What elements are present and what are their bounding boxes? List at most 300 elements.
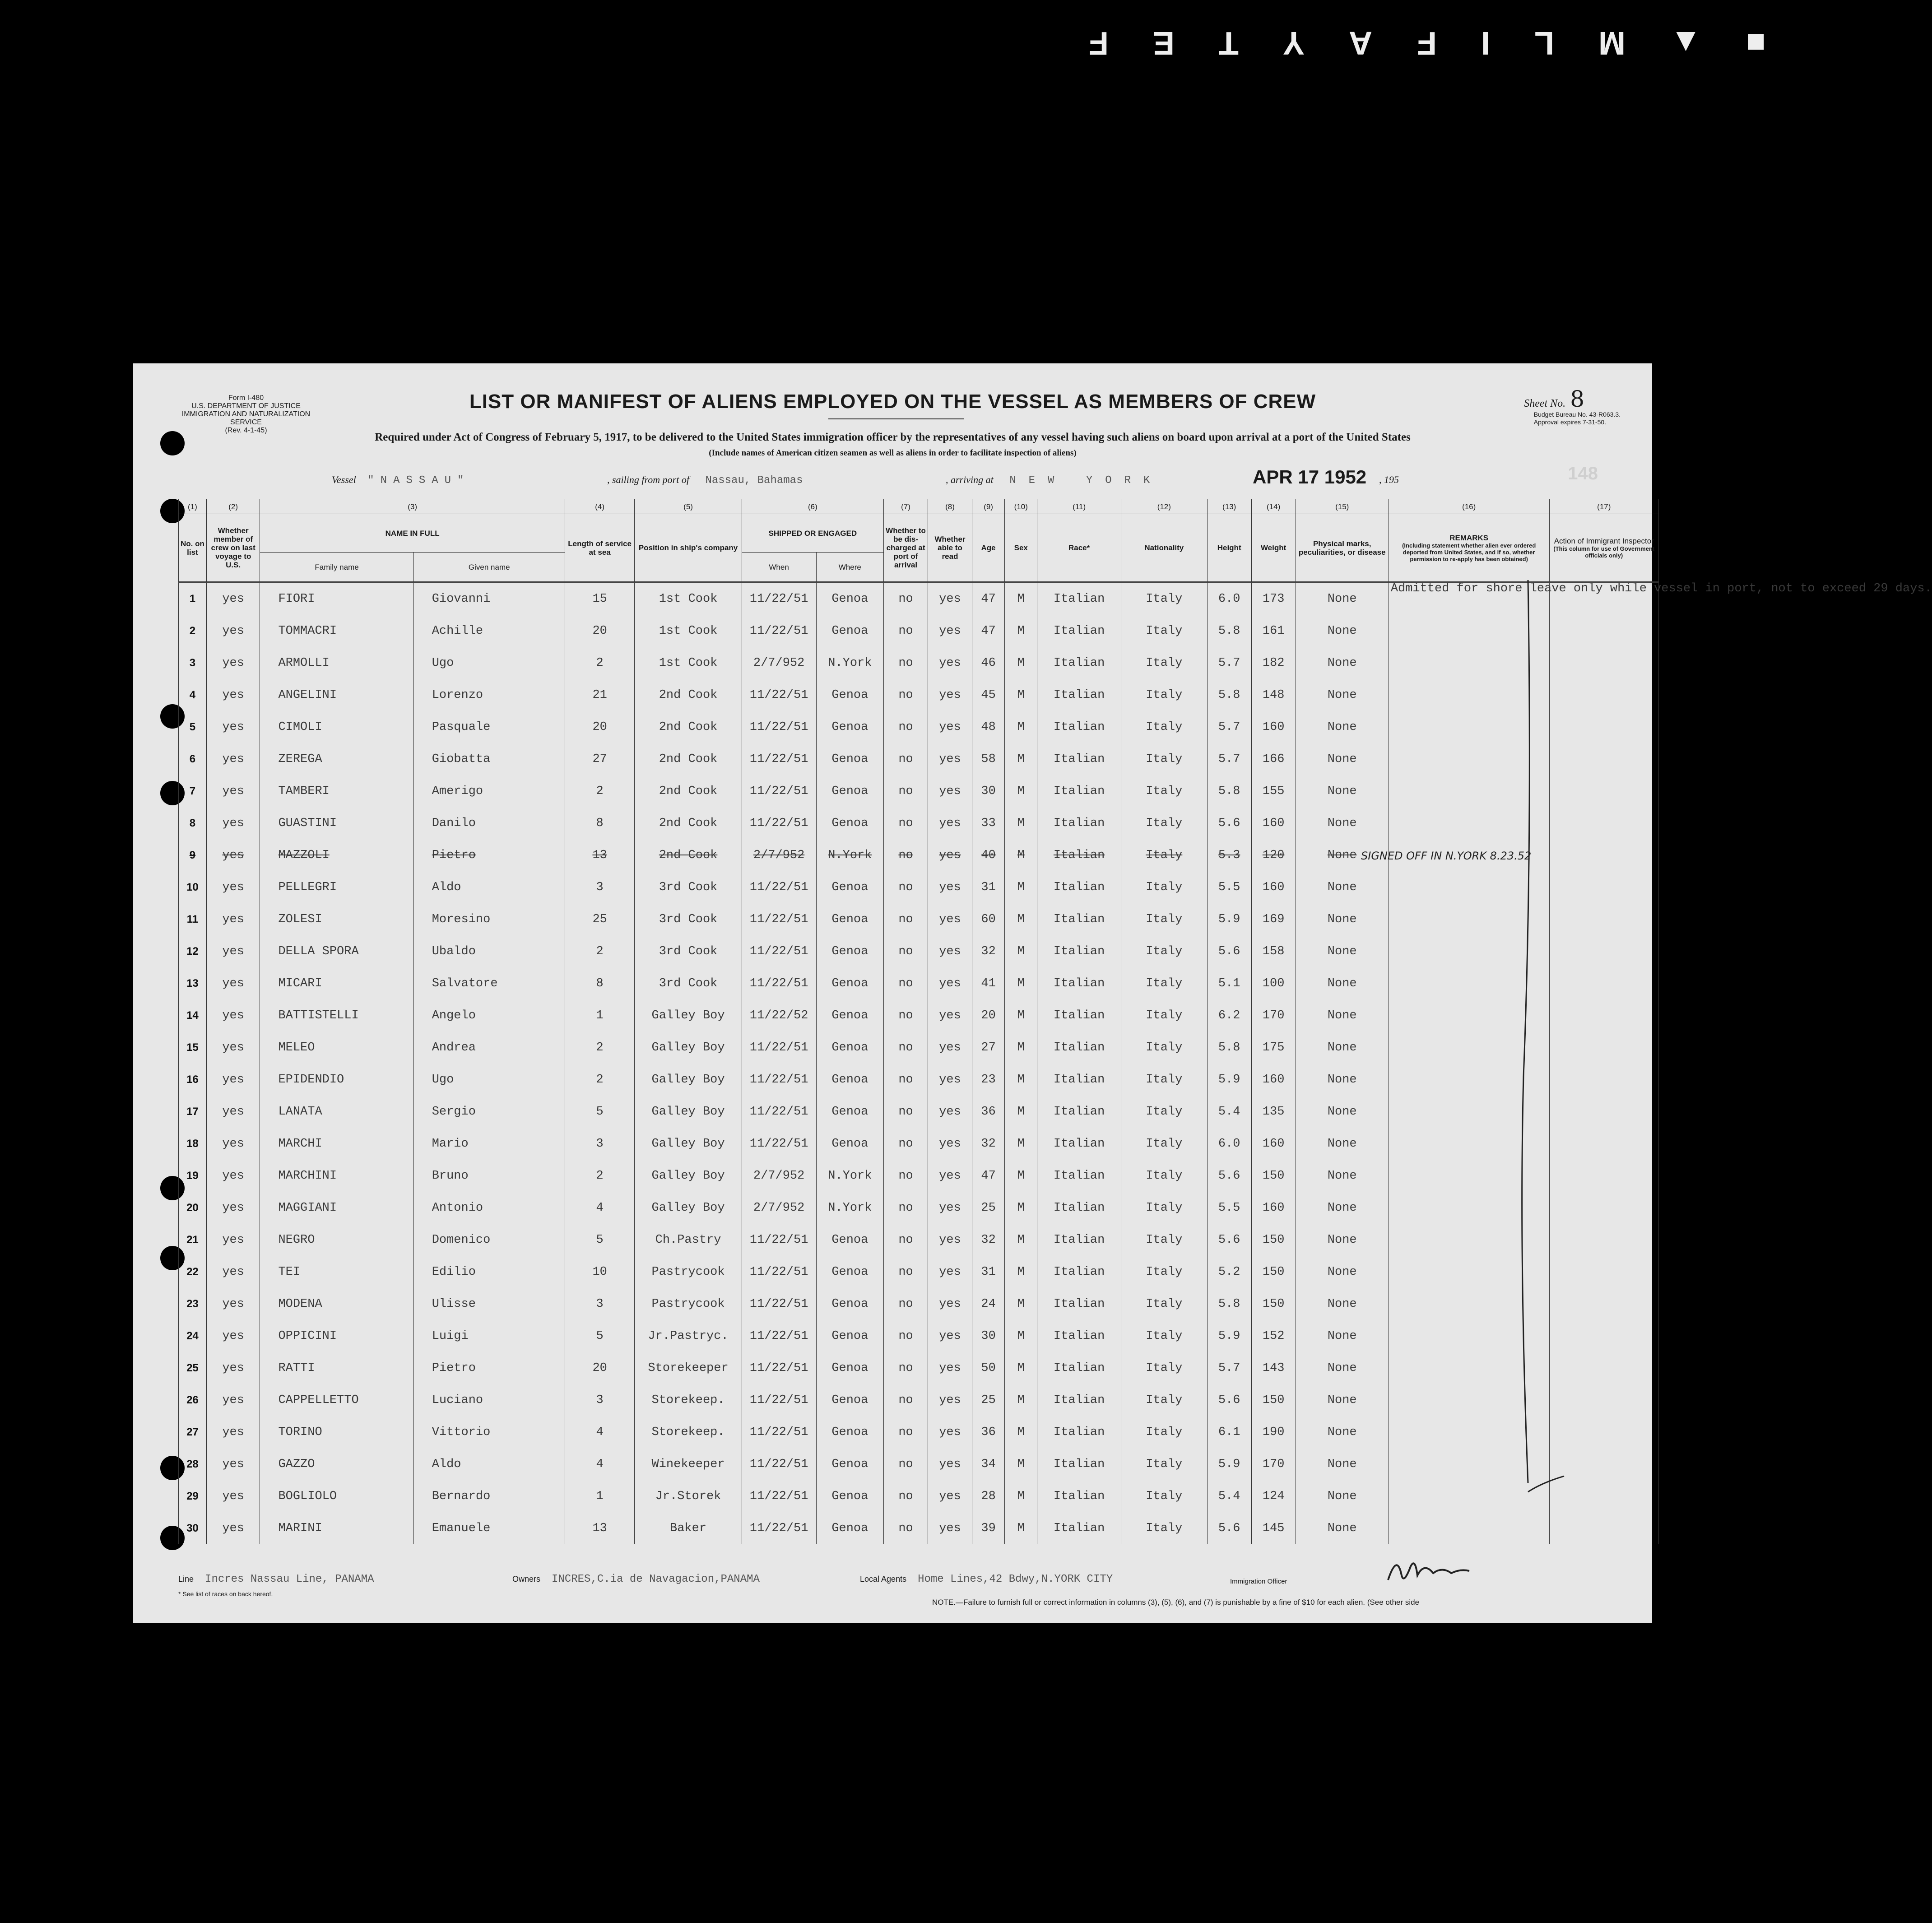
cell-prior-voyage: yes	[206, 1480, 260, 1512]
cell-given-name: Emanuele	[413, 1512, 565, 1544]
column-number-row	[179, 499, 1659, 514]
cell-weight: 182	[1251, 647, 1296, 679]
cell-discharged: no	[884, 1352, 928, 1384]
cell-able-to-read: yes	[928, 679, 972, 711]
cell-engaged-when: 11/22/51	[742, 1352, 816, 1384]
cell-discharged: no	[884, 1448, 928, 1480]
cell-able-to-read: yes	[928, 1288, 972, 1320]
cell-engaged-when: 11/22/51	[742, 1031, 816, 1064]
cell-age: 33	[972, 807, 1005, 839]
cell-age: 34	[972, 1448, 1005, 1480]
cell-given-name: Ulisse	[413, 1288, 565, 1320]
cell-able-to-read: yes	[928, 967, 972, 999]
cell-nationality: Italy	[1121, 1320, 1207, 1352]
cell-row-number: 2	[179, 615, 207, 647]
cell-engaged-where: Genoa	[816, 1416, 884, 1448]
cell-height: 5.1	[1207, 967, 1251, 999]
cell-sex: M	[1005, 1031, 1037, 1064]
cell-able-to-read: yes	[928, 1192, 972, 1224]
cell-engaged-when: 11/22/51	[742, 1512, 816, 1544]
cell-given-name: Achille	[413, 615, 565, 647]
cell-row-number: 23	[179, 1288, 207, 1320]
film-marker-glyph: E	[1153, 25, 1175, 61]
cell-able-to-read: yes	[928, 1448, 972, 1480]
cell-able-to-read: yes	[928, 1512, 972, 1544]
cell-given-name: Pietro	[413, 839, 565, 871]
cell-length-of-service: 3	[565, 871, 635, 903]
cell-height: 5.6	[1207, 1224, 1251, 1256]
cell-given-name: Luciano	[413, 1384, 565, 1416]
cell-given-name: Salvatore	[413, 967, 565, 999]
col-number: (3)	[260, 499, 565, 514]
col-number: (13)	[1207, 499, 1251, 514]
cell-physical-marks: None	[1296, 615, 1389, 647]
cell-age: 47	[972, 582, 1005, 615]
cell-sex: M	[1005, 647, 1037, 679]
header-height: Height	[1207, 514, 1251, 582]
cell-length-of-service: 5	[565, 1096, 635, 1128]
cell-engaged-where: Genoa	[816, 582, 884, 615]
cell-sex: M	[1005, 871, 1037, 903]
cell-prior-voyage: yes	[206, 807, 260, 839]
cell-able-to-read: yes	[928, 743, 972, 775]
header-action	[1549, 514, 1658, 582]
cell-engaged-where: Genoa	[816, 1448, 884, 1480]
cell-race: Italian	[1037, 1096, 1121, 1128]
cell-row-number: 9	[179, 839, 207, 871]
cell-engaged-where: N.York	[816, 839, 884, 871]
cell-discharged: no	[884, 839, 928, 871]
cell-height: 5.7	[1207, 743, 1251, 775]
cell-length-of-service: 20	[565, 1352, 635, 1384]
cell-nationality: Italy	[1121, 1031, 1207, 1064]
cell-weight: 160	[1251, 711, 1296, 743]
cell-age: 39	[972, 1512, 1005, 1544]
cell-age: 30	[972, 1320, 1005, 1352]
cell-able-to-read: yes	[928, 1384, 972, 1416]
cell-family-name: TAMBERI	[260, 775, 413, 807]
cell-race: Italian	[1037, 871, 1121, 903]
form-department: U.S. DEPARTMENT OF JUSTICE	[191, 402, 301, 410]
cell-race: Italian	[1037, 743, 1121, 775]
sailing-port-line	[607, 474, 803, 487]
cell-nationality: Italy	[1121, 967, 1207, 999]
cell-prior-voyage: yes	[206, 775, 260, 807]
cell-given-name: Danilo	[413, 807, 565, 839]
cell-height: 5.6	[1207, 807, 1251, 839]
cell-engaged-where: N.York	[816, 1192, 884, 1224]
cell-engaged-where: Genoa	[816, 1512, 884, 1544]
cell-height: 5.6	[1207, 935, 1251, 967]
col-number: (15)	[1296, 499, 1389, 514]
cell-family-name: MICARI	[260, 967, 413, 999]
header-no-on-list: No. on list	[179, 514, 207, 582]
cell-able-to-read: yes	[928, 839, 972, 871]
cell-weight: 160	[1251, 871, 1296, 903]
cell-race: Italian	[1037, 1031, 1121, 1064]
cell-able-to-read: yes	[928, 615, 972, 647]
cell-position: Galley Boy	[635, 1096, 742, 1128]
header-discharged: Whether to be dis-charged at port of arrival	[884, 514, 928, 582]
form-number: Form I-480	[228, 394, 264, 402]
cell-given-name: Pietro	[413, 1352, 565, 1384]
cell-nationality: Italy	[1121, 1448, 1207, 1480]
cell-prior-voyage: yes	[206, 1096, 260, 1128]
cell-able-to-read: yes	[928, 1031, 972, 1064]
cell-race: Italian	[1037, 1256, 1121, 1288]
cell-position: Baker	[635, 1512, 742, 1544]
cell-length-of-service: 8	[565, 807, 635, 839]
cell-engaged-when: 11/22/51	[742, 1256, 816, 1288]
cell-age: 46	[972, 647, 1005, 679]
cell-engaged-where: N.York	[816, 1160, 884, 1192]
cell-given-name: Angelo	[413, 999, 565, 1031]
cell-physical-marks: None	[1296, 1320, 1389, 1352]
cell-physical-marks: None	[1296, 871, 1389, 903]
cell-sex: M	[1005, 1096, 1037, 1128]
cell-engaged-when: 11/22/51	[742, 1064, 816, 1096]
cell-position: Galley Boy	[635, 1031, 742, 1064]
cell-sex: M	[1005, 1320, 1037, 1352]
cell-age: 60	[972, 903, 1005, 935]
cell-engaged-where: Genoa	[816, 679, 884, 711]
cell-nationality: Italy	[1121, 1288, 1207, 1320]
cell-able-to-read: yes	[928, 1256, 972, 1288]
header-row	[179, 514, 1659, 553]
cell-physical-marks: None	[1296, 935, 1389, 967]
cell-row-number: 8	[179, 807, 207, 839]
budget-line: Budget Bureau No. 43-R063.3.	[1533, 411, 1621, 418]
cell-physical-marks: None	[1296, 1384, 1389, 1416]
cell-position: 2nd Cook	[635, 711, 742, 743]
cell-discharged: no	[884, 1224, 928, 1256]
cell-age: 36	[972, 1096, 1005, 1128]
cell-nationality: Italy	[1121, 775, 1207, 807]
cell-prior-voyage: yes	[206, 1288, 260, 1320]
footer-owners-value: INCRES,C.ia de Navagacion,PANAMA	[552, 1573, 760, 1585]
cell-family-name: MELEO	[260, 1031, 413, 1064]
header-name-in-full: NAME IN FULL	[260, 514, 565, 553]
cell-nationality: Italy	[1121, 935, 1207, 967]
cell-position: 2nd Cook	[635, 839, 742, 871]
cell-weight: 160	[1251, 1192, 1296, 1224]
cell-given-name: Mario	[413, 1128, 565, 1160]
cell-position: 2nd Cook	[635, 807, 742, 839]
cell-length-of-service: 21	[565, 679, 635, 711]
cell-able-to-read: yes	[928, 1352, 972, 1384]
cell-engaged-where: Genoa	[816, 1352, 884, 1384]
col-number: (11)	[1037, 499, 1121, 514]
cell-length-of-service: 4	[565, 1416, 635, 1448]
cell-discharged: no	[884, 1192, 928, 1224]
cell-sex: M	[1005, 1192, 1037, 1224]
header-nationality: Nationality	[1121, 514, 1207, 582]
cell-physical-marks: None	[1296, 1288, 1389, 1320]
cell-engaged-when: 11/22/51	[742, 1480, 816, 1512]
cell-race: Italian	[1037, 935, 1121, 967]
cell-race: Italian	[1037, 711, 1121, 743]
cell-position: Storekeeper	[635, 1352, 742, 1384]
cell-discharged: no	[884, 1064, 928, 1096]
footer-agents-value: Home Lines,42 Bdwy,N.YORK CITY	[918, 1573, 1113, 1585]
cell-engaged-when: 11/22/51	[742, 615, 816, 647]
cell-family-name: TEI	[260, 1256, 413, 1288]
cell-position: 2nd Cook	[635, 679, 742, 711]
cell-engaged-where: Genoa	[816, 999, 884, 1031]
cell-weight: 148	[1251, 679, 1296, 711]
cell-row-number: 11	[179, 903, 207, 935]
cell-physical-marks: None	[1296, 999, 1389, 1031]
film-marker-glyph: F	[1416, 25, 1437, 61]
cell-age: 25	[972, 1384, 1005, 1416]
cell-weight: 160	[1251, 1128, 1296, 1160]
cell-discharged: no	[884, 743, 928, 775]
cell-sex: M	[1005, 775, 1037, 807]
cell-given-name: Giobatta	[413, 743, 565, 775]
cell-nationality: Italy	[1121, 871, 1207, 903]
cell-given-name: Amerigo	[413, 775, 565, 807]
cell-given-name: Ugo	[413, 647, 565, 679]
cell-race: Italian	[1037, 1064, 1121, 1096]
cell-family-name: BOGLIOLO	[260, 1480, 413, 1512]
cell-nationality: Italy	[1121, 1256, 1207, 1288]
cell-position: Storekeep.	[635, 1384, 742, 1416]
cell-length-of-service: 2	[565, 1160, 635, 1192]
cell-race: Italian	[1037, 1192, 1121, 1224]
cell-sex: M	[1005, 1416, 1037, 1448]
cell-physical-marks: None	[1296, 1192, 1389, 1224]
cell-discharged: no	[884, 1128, 928, 1160]
cell-position: Jr.Pastryc.	[635, 1320, 742, 1352]
cell-physical-marks: None	[1296, 582, 1389, 615]
cell-height: 5.8	[1207, 1288, 1251, 1320]
cell-weight: 190	[1251, 1416, 1296, 1448]
cell-sex: M	[1005, 1224, 1037, 1256]
cell-sex: M	[1005, 582, 1037, 615]
cell-length-of-service: 13	[565, 1512, 635, 1544]
col-number: (6)	[742, 499, 883, 514]
cell-family-name: DELLA SPORA	[260, 935, 413, 967]
cell-prior-voyage: yes	[206, 903, 260, 935]
cell-discharged: no	[884, 999, 928, 1031]
cell-race: Italian	[1037, 807, 1121, 839]
budget-expiry: Approval expires 7-31-50.	[1533, 418, 1607, 426]
cell-discharged: no	[884, 582, 928, 615]
film-marker-glyph: F	[1089, 25, 1109, 61]
cell-prior-voyage: yes	[206, 1256, 260, 1288]
cell-family-name: ANGELINI	[260, 679, 413, 711]
cell-able-to-read: yes	[928, 1128, 972, 1160]
cell-row-number: 1	[179, 582, 207, 615]
cell-weight: 150	[1251, 1256, 1296, 1288]
cell-physical-marks: None	[1296, 903, 1389, 935]
cell-prior-voyage: yes	[206, 1192, 260, 1224]
header-physical-marks: Physical marks, peculiarities, or disease	[1296, 514, 1389, 582]
cell-engaged-when: 11/22/51	[742, 1224, 816, 1256]
cell-prior-voyage: yes	[206, 1320, 260, 1352]
cell-prior-voyage: yes	[206, 1384, 260, 1416]
cell-length-of-service: 2	[565, 1064, 635, 1096]
cell-engaged-when: 11/22/51	[742, 711, 816, 743]
cell-family-name: MAZZOLI	[260, 839, 413, 871]
cell-engaged-when: 2/7/952	[742, 647, 816, 679]
cell-sex: M	[1005, 1064, 1037, 1096]
cell-physical-marks: None	[1296, 1128, 1389, 1160]
cell-height: 5.6	[1207, 1160, 1251, 1192]
film-marker	[1089, 18, 1766, 68]
cell-length-of-service: 13	[565, 839, 635, 871]
film-marker-glyph: M	[1598, 25, 1625, 61]
officer-signature	[1384, 1548, 1474, 1596]
cell-length-of-service: 15	[565, 582, 635, 615]
cell-physical-marks: None	[1296, 1224, 1389, 1256]
cell-weight: 152	[1251, 1320, 1296, 1352]
cell-engaged-when: 11/22/51	[742, 1416, 816, 1448]
cell-physical-marks: None	[1296, 1448, 1389, 1480]
cell-able-to-read: yes	[928, 1320, 972, 1352]
cell-weight: 161	[1251, 615, 1296, 647]
cell-row-number: 17	[179, 1096, 207, 1128]
cell-prior-voyage: yes	[206, 1031, 260, 1064]
cell-position: Jr.Storek	[635, 1480, 742, 1512]
cell-discharged: no	[884, 711, 928, 743]
cell-able-to-read: yes	[928, 647, 972, 679]
cell-able-to-read: yes	[928, 903, 972, 935]
cell-family-name: EPIDENDIO	[260, 1064, 413, 1096]
cell-sex: M	[1005, 1288, 1037, 1320]
cell-row-number: 29	[179, 1480, 207, 1512]
cell-sex: M	[1005, 999, 1037, 1031]
cell-row-number: 28	[179, 1448, 207, 1480]
header-where: Where	[816, 553, 884, 582]
cell-row-number: 19	[179, 1160, 207, 1192]
cell-length-of-service: 5	[565, 1320, 635, 1352]
cell-age: 45	[972, 679, 1005, 711]
footer-owners	[512, 1573, 760, 1585]
film-marker-glyph: L	[1534, 25, 1554, 61]
cell-discharged: no	[884, 1256, 928, 1288]
cell-physical-marks: None	[1296, 839, 1389, 871]
cell-engaged-where: Genoa	[816, 1320, 884, 1352]
page-title: LIST OR MANIFEST OF ALIENS EMPLOYED ON THE VESSEL AS MEMBERS OF CREW	[469, 390, 1316, 413]
cell-nationality: Italy	[1121, 1096, 1207, 1128]
arriving-label: , arriving at	[946, 474, 994, 485]
cell-physical-marks: None	[1296, 967, 1389, 999]
cell-weight: 124	[1251, 1480, 1296, 1512]
cell-age: 47	[972, 1160, 1005, 1192]
cell-race: Italian	[1037, 1448, 1121, 1480]
cell-nationality: Italy	[1121, 1064, 1207, 1096]
cell-position: 3rd Cook	[635, 903, 742, 935]
cell-engaged-where: Genoa	[816, 807, 884, 839]
cell-position: Pastrycook	[635, 1288, 742, 1320]
cell-engaged-where: Genoa	[816, 1224, 884, 1256]
cell-length-of-service: 2	[565, 935, 635, 967]
cell-age: 32	[972, 1128, 1005, 1160]
cell-discharged: no	[884, 1320, 928, 1352]
header-remarks	[1389, 514, 1549, 582]
cell-weight: 173	[1251, 582, 1296, 615]
cell-sex: M	[1005, 615, 1037, 647]
cell-row-number: 3	[179, 647, 207, 679]
cell-age: 20	[972, 999, 1005, 1031]
cell-engaged-where: Genoa	[816, 743, 884, 775]
cell-length-of-service: 1	[565, 1480, 635, 1512]
cell-family-name: MARINI	[260, 1512, 413, 1544]
cell-able-to-read: yes	[928, 807, 972, 839]
cell-able-to-read: yes	[928, 1480, 972, 1512]
cell-sex: M	[1005, 1384, 1037, 1416]
cell-engaged-where: Genoa	[816, 1288, 884, 1320]
cell-length-of-service: 4	[565, 1448, 635, 1480]
cell-race: Italian	[1037, 775, 1121, 807]
cell-physical-marks: None	[1296, 1160, 1389, 1192]
cell-age: 40	[972, 839, 1005, 871]
cell-physical-marks: None	[1296, 807, 1389, 839]
cell-position: Galley Boy	[635, 1064, 742, 1096]
cell-race: Italian	[1037, 679, 1121, 711]
cell-race: Italian	[1037, 1352, 1121, 1384]
subtitle-note: (Include names of American citizen seamen as well as aliens in order to facilitate inspection of aliens)	[709, 448, 1077, 458]
cell-sex: M	[1005, 903, 1037, 935]
cell-height: 5.3	[1207, 839, 1251, 871]
cell-nationality: Italy	[1121, 1416, 1207, 1448]
cell-age: 23	[972, 1064, 1005, 1096]
cell-physical-marks: None	[1296, 1064, 1389, 1096]
footer-line-value: Incres Nassau Line, PANAMA	[205, 1573, 374, 1585]
cell-length-of-service: 5	[565, 1224, 635, 1256]
cell-race: Italian	[1037, 647, 1121, 679]
arriving-line	[946, 474, 1162, 487]
crew-row	[179, 582, 1659, 615]
cell-age: 30	[972, 775, 1005, 807]
cell-length-of-service: 4	[565, 1192, 635, 1224]
cell-nationality: Italy	[1121, 1384, 1207, 1416]
film-marker-glyph: ▲	[1669, 25, 1702, 61]
footer-note: NOTE.—Failure to furnish full or correct information in columns (3), (5), (6), and (7) is punishable by a fine of $10 for each alien. (See other side	[932, 1598, 1420, 1607]
cell-engaged-when: 2/7/952	[742, 1160, 816, 1192]
cell-length-of-service: 25	[565, 903, 635, 935]
col-number: (16)	[1389, 499, 1549, 514]
cell-engaged-when: 11/22/51	[742, 903, 816, 935]
cell-discharged: no	[884, 1384, 928, 1416]
cell-engaged-when: 11/22/51	[742, 807, 816, 839]
col-number: (1)	[179, 499, 207, 514]
sheet-number	[1524, 386, 1584, 412]
cell-sex: M	[1005, 839, 1037, 871]
cell-race: Italian	[1037, 1160, 1121, 1192]
cell-physical-marks: None	[1296, 1096, 1389, 1128]
cell-remarks: Admitted for shore leave only while vessel in port, not to exceed 29 days.	[1389, 582, 1549, 1545]
manifest-sheet	[133, 363, 1932, 1623]
cell-race: Italian	[1037, 1224, 1121, 1256]
cell-engaged-when: 11/22/51	[742, 871, 816, 903]
races-note: * See list of races on back hereof.	[178, 1590, 273, 1598]
cell-discharged: no	[884, 647, 928, 679]
header-whether-member: Whether member of crew on last voyage to U.S.	[206, 514, 260, 582]
cell-engaged-when: 11/22/52	[742, 999, 816, 1031]
cell-nationality: Italy	[1121, 903, 1207, 935]
cell-nationality: Italy	[1121, 679, 1207, 711]
cell-family-name: GAZZO	[260, 1448, 413, 1480]
cell-nationality: Italy	[1121, 1160, 1207, 1192]
cell-weight: 170	[1251, 999, 1296, 1031]
cell-height: 5.2	[1207, 1256, 1251, 1288]
cell-height: 6.0	[1207, 1128, 1251, 1160]
cell-weight: 170	[1251, 1448, 1296, 1480]
cell-given-name: Moresino	[413, 903, 565, 935]
cell-position: 2nd Cook	[635, 775, 742, 807]
